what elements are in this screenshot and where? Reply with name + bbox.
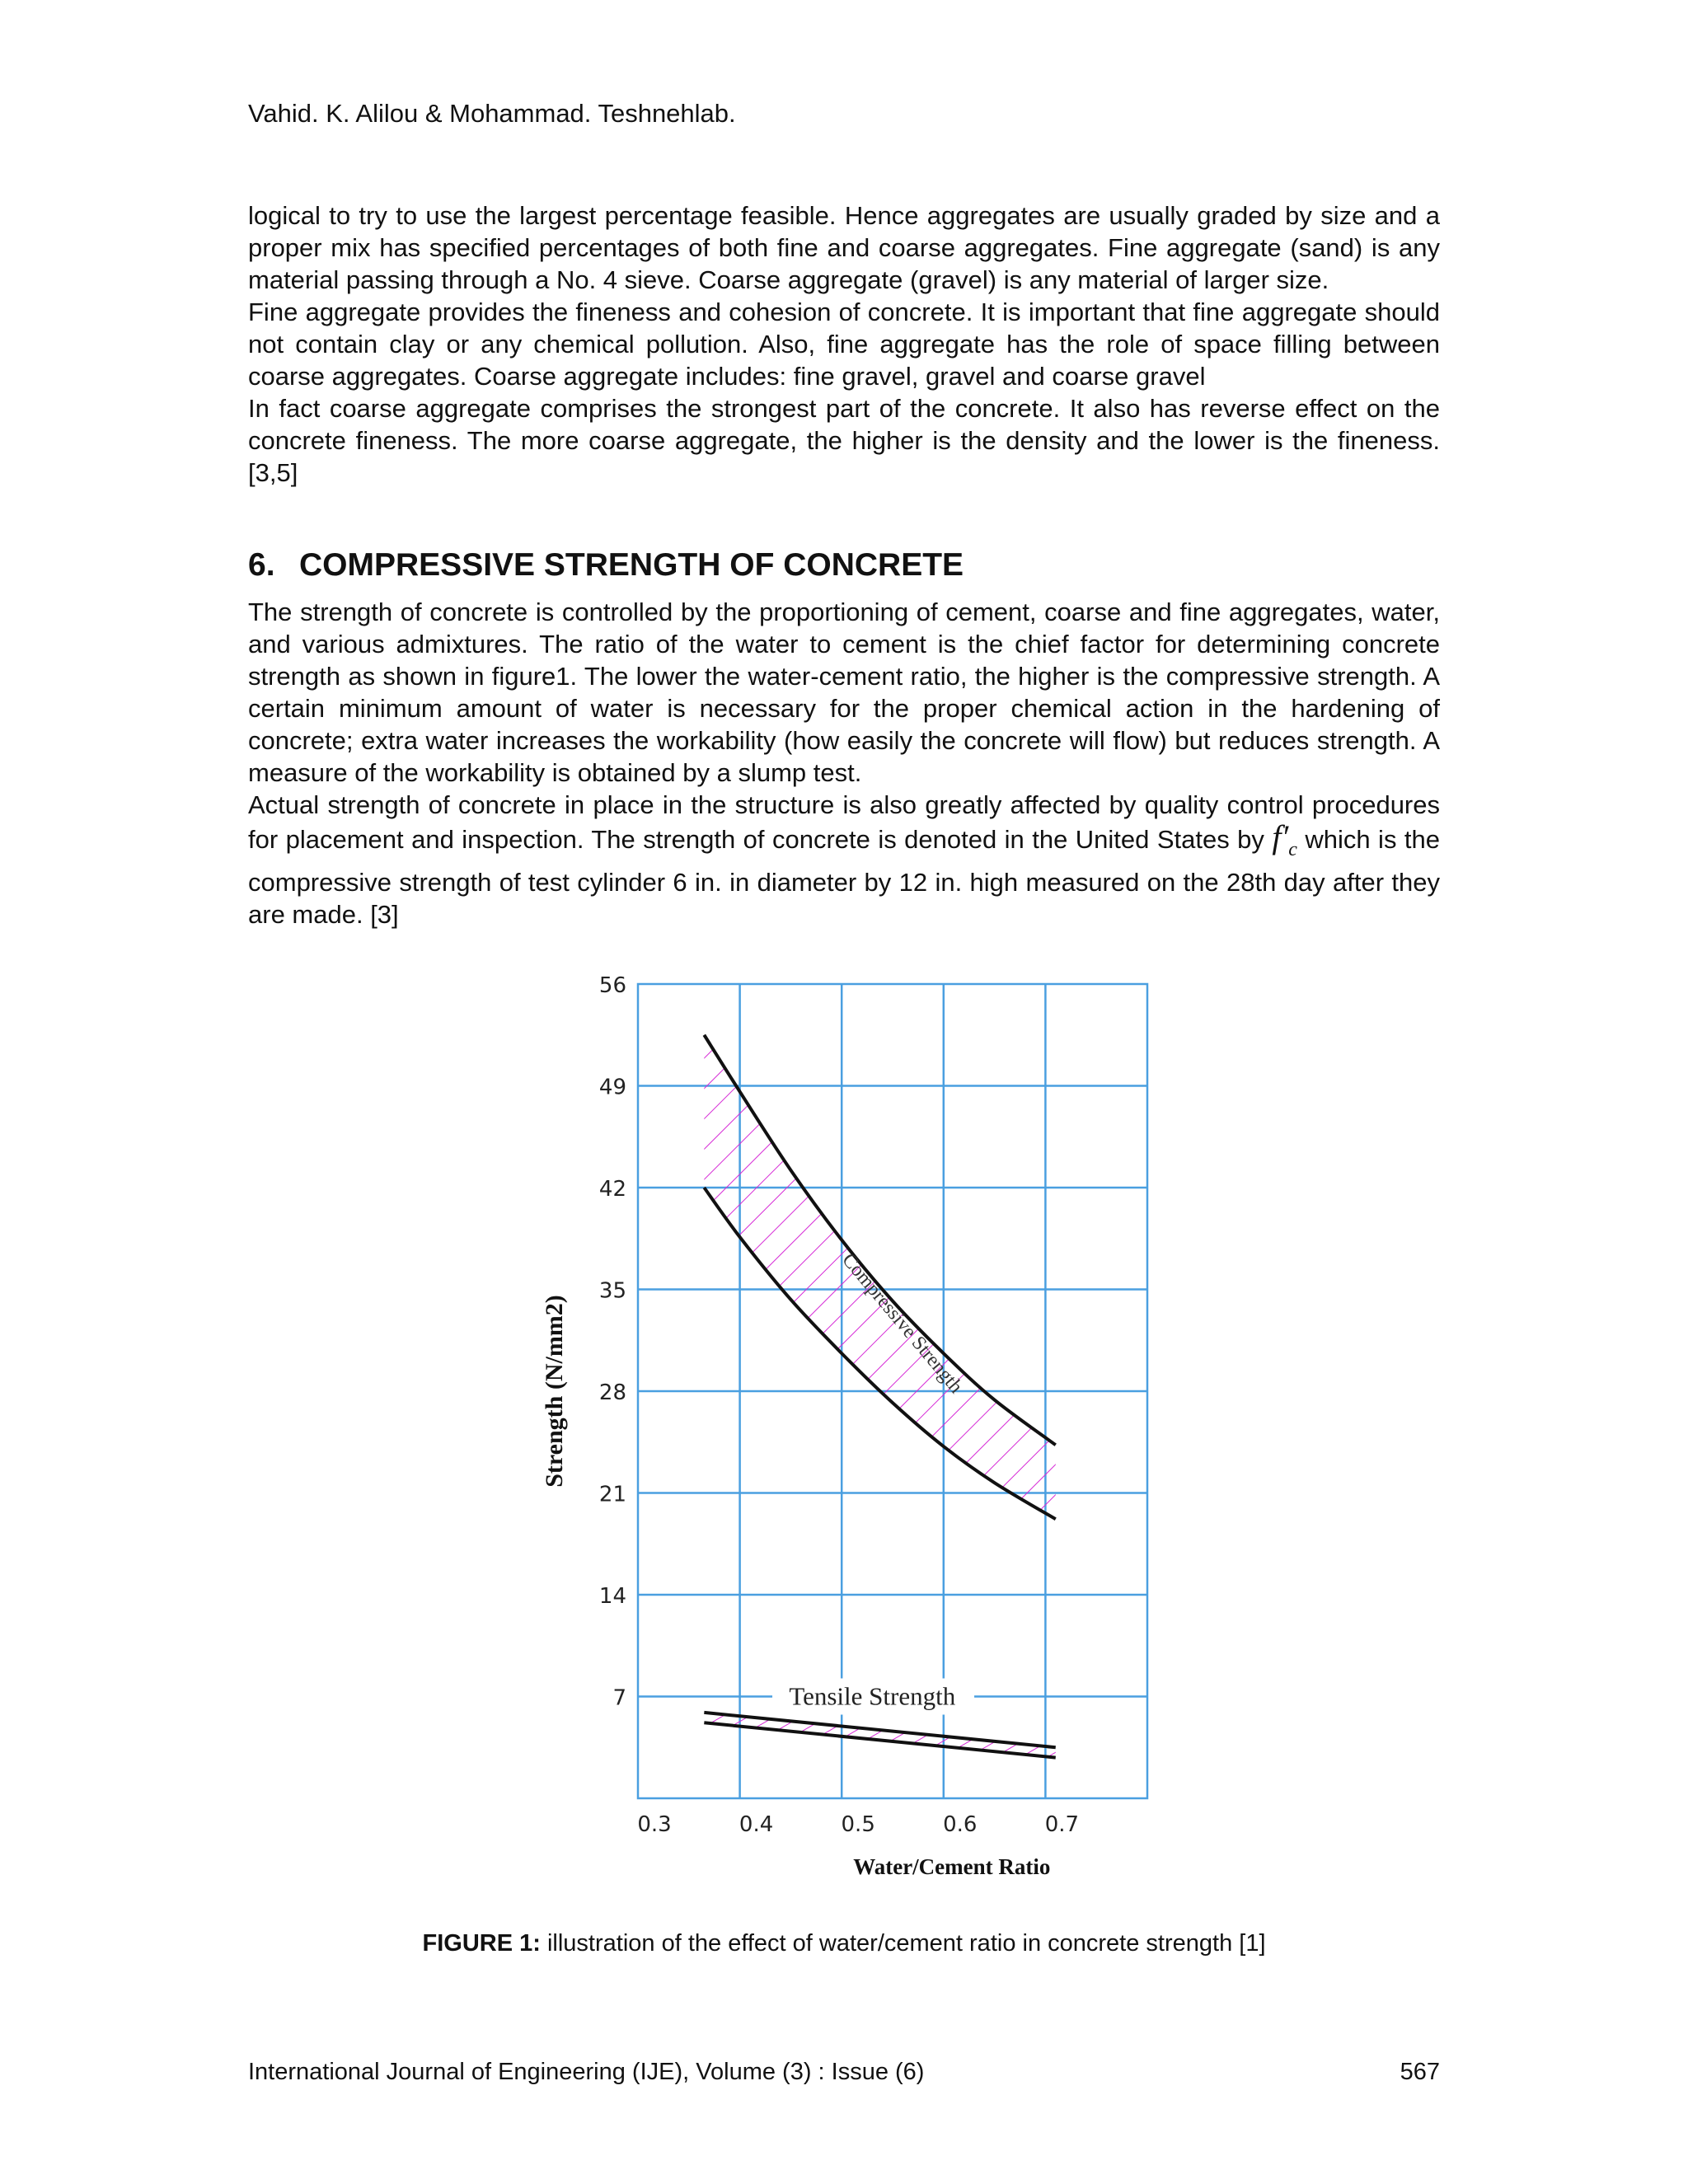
caption-text: illustration of the effect of water/cement ratio in concrete strength [1] <box>546 1930 1266 1957</box>
x-tick-label: 0.7 <box>1044 1812 1080 1837</box>
paragraph-4: The strength of concrete is controlled by the proportioning of cement, coarse and fine aggregates, water, and various admixtures. The ratio of the water to cement is the chief factor for determining concrete strength as shown in figure1. The lower the water-cement ratio, the higher is the compressive strength. A certain minimum amount of water is necessary for the proper chemical action in the hardening of concrete; extra water increases the workability (how easily the concrete will flow) but reduces strength. A measure of the workability is obtained by a slump test. <box>248 598 1440 787</box>
compressive-band <box>704 1035 1055 1520</box>
x-tick-label: 0.6 <box>943 1812 978 1837</box>
y-tick-label: 42 <box>598 1177 626 1202</box>
paragraph-2: Fine aggregate provides the fineness and cohesion of concrete. It is important that fine aggregate should not contain clay or any chemical pollution. Also, fine aggregate has the role of space filling between coarse aggregates. Coarse aggregate includes: fine gravel, gravel and coarse gravel <box>248 298 1440 391</box>
intro-paragraphs <box>248 199 1440 489</box>
paragraph-5 <box>248 789 1440 930</box>
running-header: Vahid. K. Alilou & Mohammad. Teshnehlab. <box>248 99 736 128</box>
tensile-lower-line <box>704 1722 1055 1757</box>
y-tick-label: 7 <box>612 1685 626 1711</box>
section-heading <box>248 547 964 583</box>
section-title: COMPRESSIVE STRENGTH OF CONCRETE <box>299 547 964 583</box>
y-tick-label: 35 <box>598 1278 626 1304</box>
section-number: 6. <box>248 547 275 583</box>
compressive-strength-label: Compressive Strength <box>837 1249 967 1398</box>
y-tick-label: 49 <box>598 1075 626 1100</box>
chart-bands <box>704 1035 1055 1758</box>
tensile-strength-label: Tensile Strength <box>789 1681 956 1711</box>
strength-chart <box>495 964 1170 1896</box>
section-paragraphs <box>248 596 1440 930</box>
y-tick-label: 21 <box>598 1482 626 1507</box>
y-tick-label: 14 <box>598 1584 626 1609</box>
figure-1 <box>495 964 1170 1900</box>
paragraph-5-before: Actual strength of concrete in place in the structure is also greatly affected by quality control procedures for placement and inspection. The strength of concrete is denoted in the United States by <box>248 790 1440 854</box>
paragraph-3: In fact coarse aggregate comprises the strongest part of the concrete. It also has reverse effect on the concrete fineness. The more coarse aggregate, the higher is the density and the lower is the fineness. [3,5] <box>248 394 1440 487</box>
footer-journal: International Journal of Engineering (IJE), Volume (3) : Issue (6) <box>248 2059 925 2085</box>
paragraph-5-after: which is the compressive strength of test cylinder 6 in. in diameter by 12 in. high measured on the 28th day after they are made. [3] <box>248 825 1440 929</box>
y-tick-label: 56 <box>598 973 626 998</box>
caption-label: FIGURE 1: <box>422 1930 541 1957</box>
tensile-upper-line <box>704 1713 1055 1747</box>
figure-caption <box>0 1930 1688 1957</box>
page-footer <box>248 2059 1440 2086</box>
paragraph-1: logical to try to use the largest percentage feasible. Hence aggregates are usually graded by size and a proper mix has specified percentages of both fine and coarse aggregates. Fine aggregate (sand) is any material passing through a No. 4 sieve. Coarse aggregate (gravel) is any material of larger size. <box>248 201 1440 294</box>
x-axis-label: Water/Cement Ratio <box>853 1854 1051 1879</box>
x-tick-label: 0.4 <box>738 1812 774 1837</box>
x-tick-label: 0.5 <box>841 1812 875 1837</box>
fc-symbol: $f'_c$ <box>1272 818 1297 860</box>
x-tick-label: 0.3 <box>637 1812 672 1837</box>
y-tick-label: 28 <box>598 1380 626 1405</box>
page-number: 567 <box>1400 2059 1440 2085</box>
y-axis-label: Strength (N/mm2) <box>541 1295 568 1488</box>
